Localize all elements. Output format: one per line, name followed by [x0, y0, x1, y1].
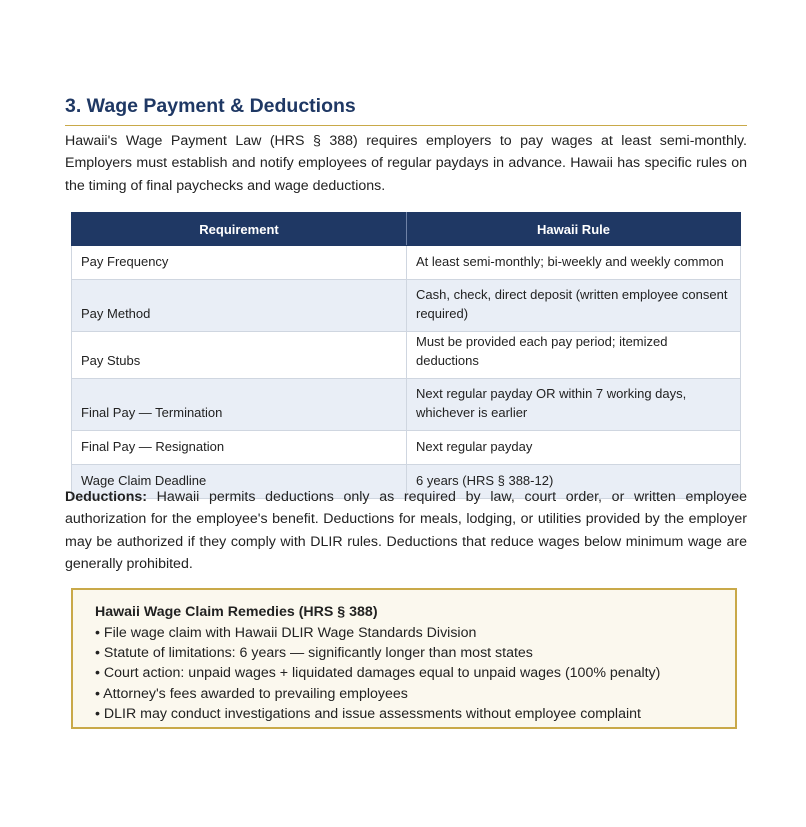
rule-cell: Cash, check, direct deposit (written employee consent required) — [407, 280, 741, 332]
table-row — [72, 280, 741, 332]
requirement-cell: Wage Claim Deadline — [72, 465, 407, 499]
requirement-cell: Pay Frequency — [72, 246, 407, 280]
column-header-requirement: Requirement — [72, 213, 407, 246]
rule-cell: Next regular payday — [407, 431, 741, 465]
intro-paragraph: Hawaii's Wage Payment Law (HRS § 388) requires employers to pay wages at least semi-monthly. Employers must establish and notify employees of regular paydays in advance. Hawaii has specific rules on the timing of final paychecks and wage deductions. — [65, 133, 747, 194]
deductions-label: Deductions: — [65, 489, 147, 505]
column-header-hawaii-rule: Hawaii Rule — [407, 213, 741, 246]
deductions-text: Hawaii permits deductions only as required by law, court order, or written employee authorization for the employee's benefit. Deductions for meals, lodging, or utilities provided by the employer may be authorized if they comply with DLIR rules. Deductions that reduce wages below minimum wage are generally prohibited. — [65, 489, 747, 573]
requirement-cell: Pay Method — [72, 280, 407, 332]
wage-rules-table — [71, 212, 741, 499]
list-item: • Attorney's fees awarded to prevailing employees — [95, 684, 735, 704]
table-row — [72, 431, 741, 465]
table-row — [72, 379, 741, 431]
table-row — [72, 332, 741, 379]
rule-cell: At least semi-monthly; bi-weekly and weekly common — [407, 246, 741, 280]
requirement-cell: Pay Stubs — [72, 332, 407, 379]
remedies-title: Hawaii Wage Claim Remedies (HRS § 388) — [95, 604, 378, 620]
list-item: • File wage claim with Hawaii DLIR Wage Standards Division — [95, 623, 735, 643]
remedies-callout-box — [71, 588, 737, 729]
deductions-paragraph — [65, 486, 747, 576]
table-row — [72, 246, 741, 280]
rule-cell: Next regular payday OR within 7 working days, whichever is earlier — [407, 379, 741, 431]
list-item: • DLIR may conduct investigations and issue assessments without employee complaint — [95, 704, 735, 724]
section-title: 3. Wage Payment & Deductions — [65, 94, 747, 126]
requirement-cell: Final Pay — Termination — [72, 379, 407, 431]
rule-cell: Must be provided each pay period; itemized deductions — [407, 332, 741, 379]
table-header-row — [72, 213, 741, 246]
remedies-list — [95, 623, 735, 724]
list-item: • Statute of limitations: 6 years — significantly longer than most states — [95, 643, 735, 663]
list-item: • Court action: unpaid wages + liquidated damages equal to unpaid wages (100% penalty) — [95, 663, 735, 683]
rule-cell: 6 years (HRS § 388-12) — [407, 465, 741, 499]
requirement-cell: Final Pay — Resignation — [72, 431, 407, 465]
